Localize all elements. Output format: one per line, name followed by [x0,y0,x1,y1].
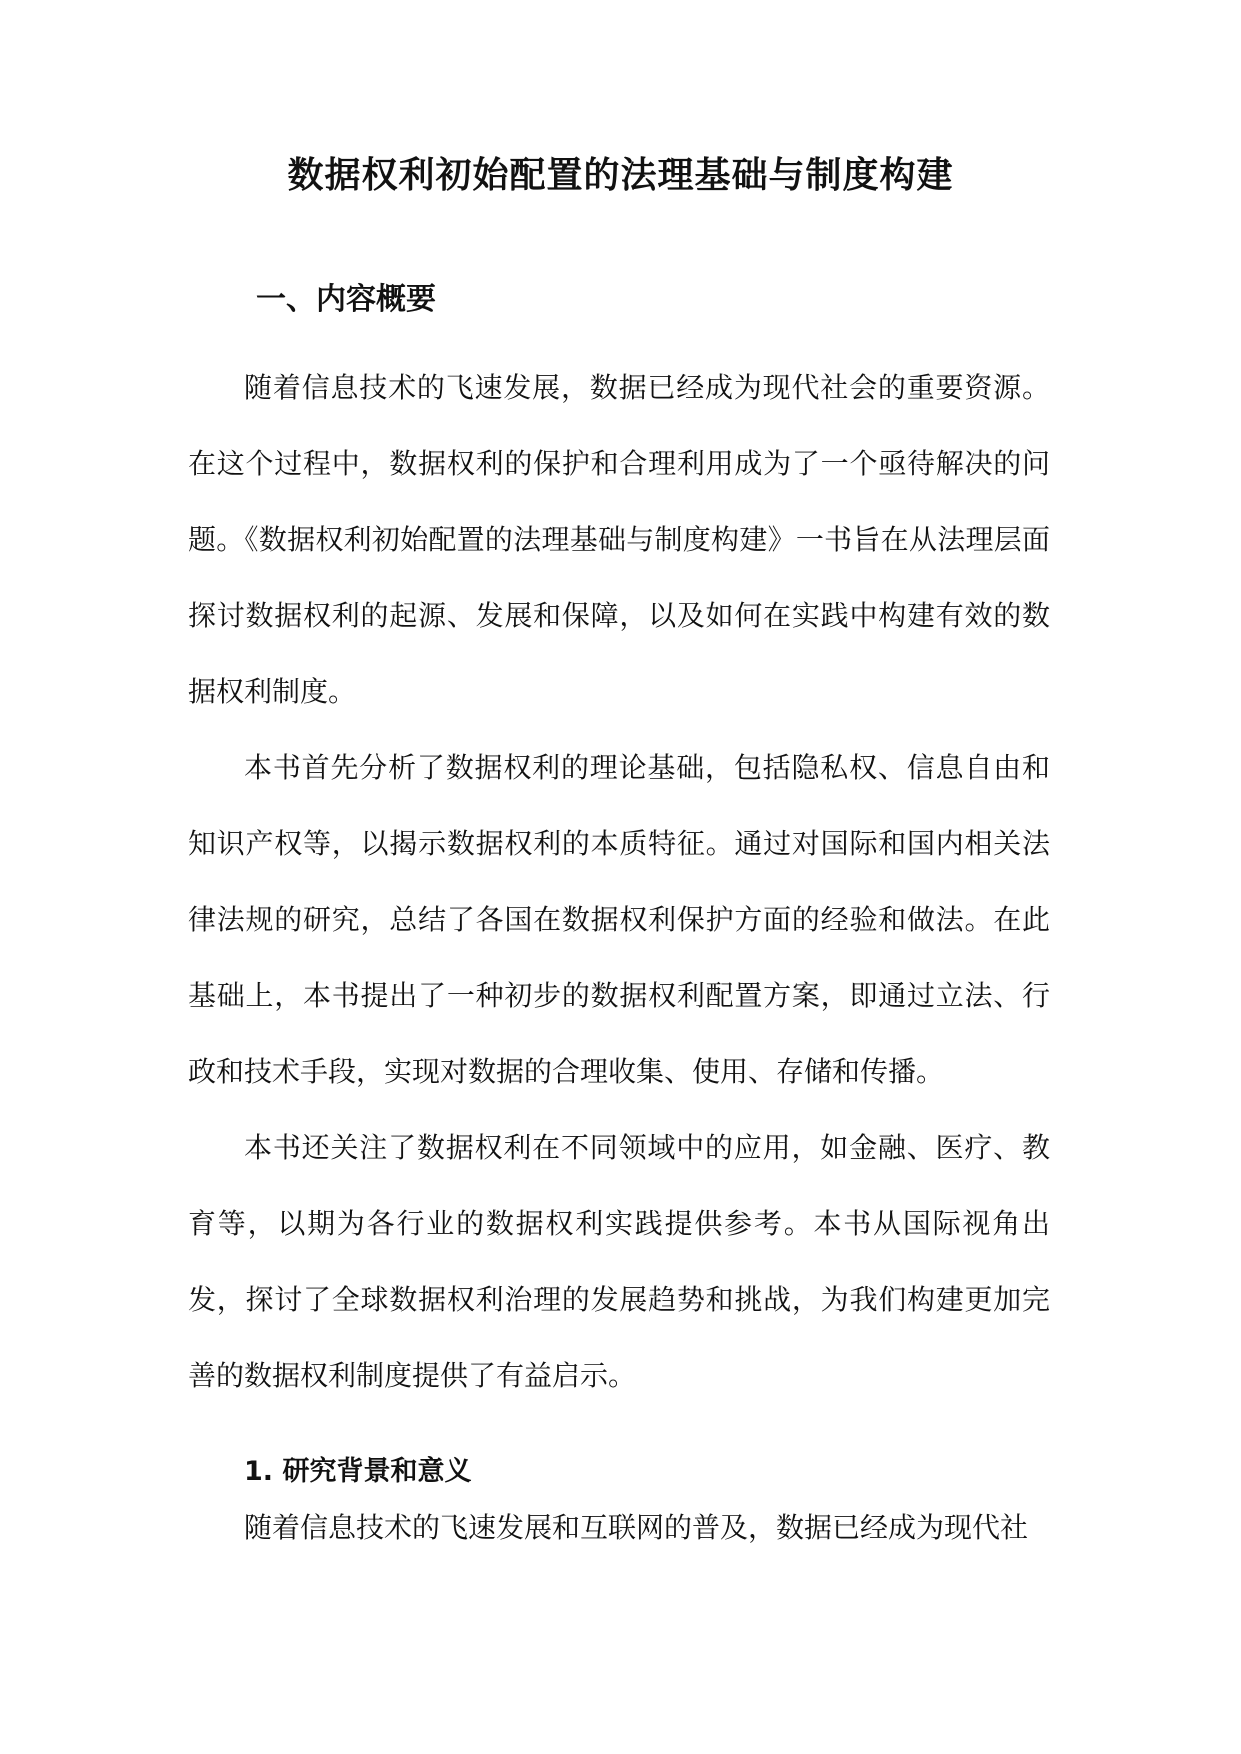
paragraph-theory: 本书首先分析了数据权利的理论基础，包括隐私权、信息自由和知识产权等，以揭示数据权利的本质特征。通过对国际和国内相关法律法规的研究，总结了各国在数据权利保护方面的经验和做法。在此基础上，本书提出了一种初步的数据权利配置方案，即通过立法、行政和技术手段，实现对数据的合理收集、使用、存储和传播。 [188,751,1050,1088]
document-title: 数据权利初始配置的法理基础与制度构建 [287,155,954,196]
paragraph-intro: 随着信息技术的飞速发展，数据已经成为现代社会的重要资源。在这个过程中，数据权利的保护和合理利用成为了一个亟待解决的问题。《数据权利初始配置的法理基础与制度构建》一书旨在从法理层面探讨数据权利的起源、发展和保障，以及如何在实践中构建有效的数据权利制度。 [188,371,1050,708]
paragraph-background: 随着信息技术的飞速发展和互联网的普及，数据已经成为现代社 [244,1511,1029,1544]
section-heading-summary: 一、内容概要 [256,282,436,317]
subsection-heading-background: 1. 研究背景和意义 [244,1456,472,1487]
paragraph-applications: 本书还关注了数据权利在不同领域中的应用，如金融、医疗、教育等，以期为各行业的数据权利实践提供参考。本书从国际视角出发，探讨了全球数据权利治理的发展趋势和挑战，为我们构建更加完善的数据权利制度提供了有益启示。 [188,1131,1050,1392]
